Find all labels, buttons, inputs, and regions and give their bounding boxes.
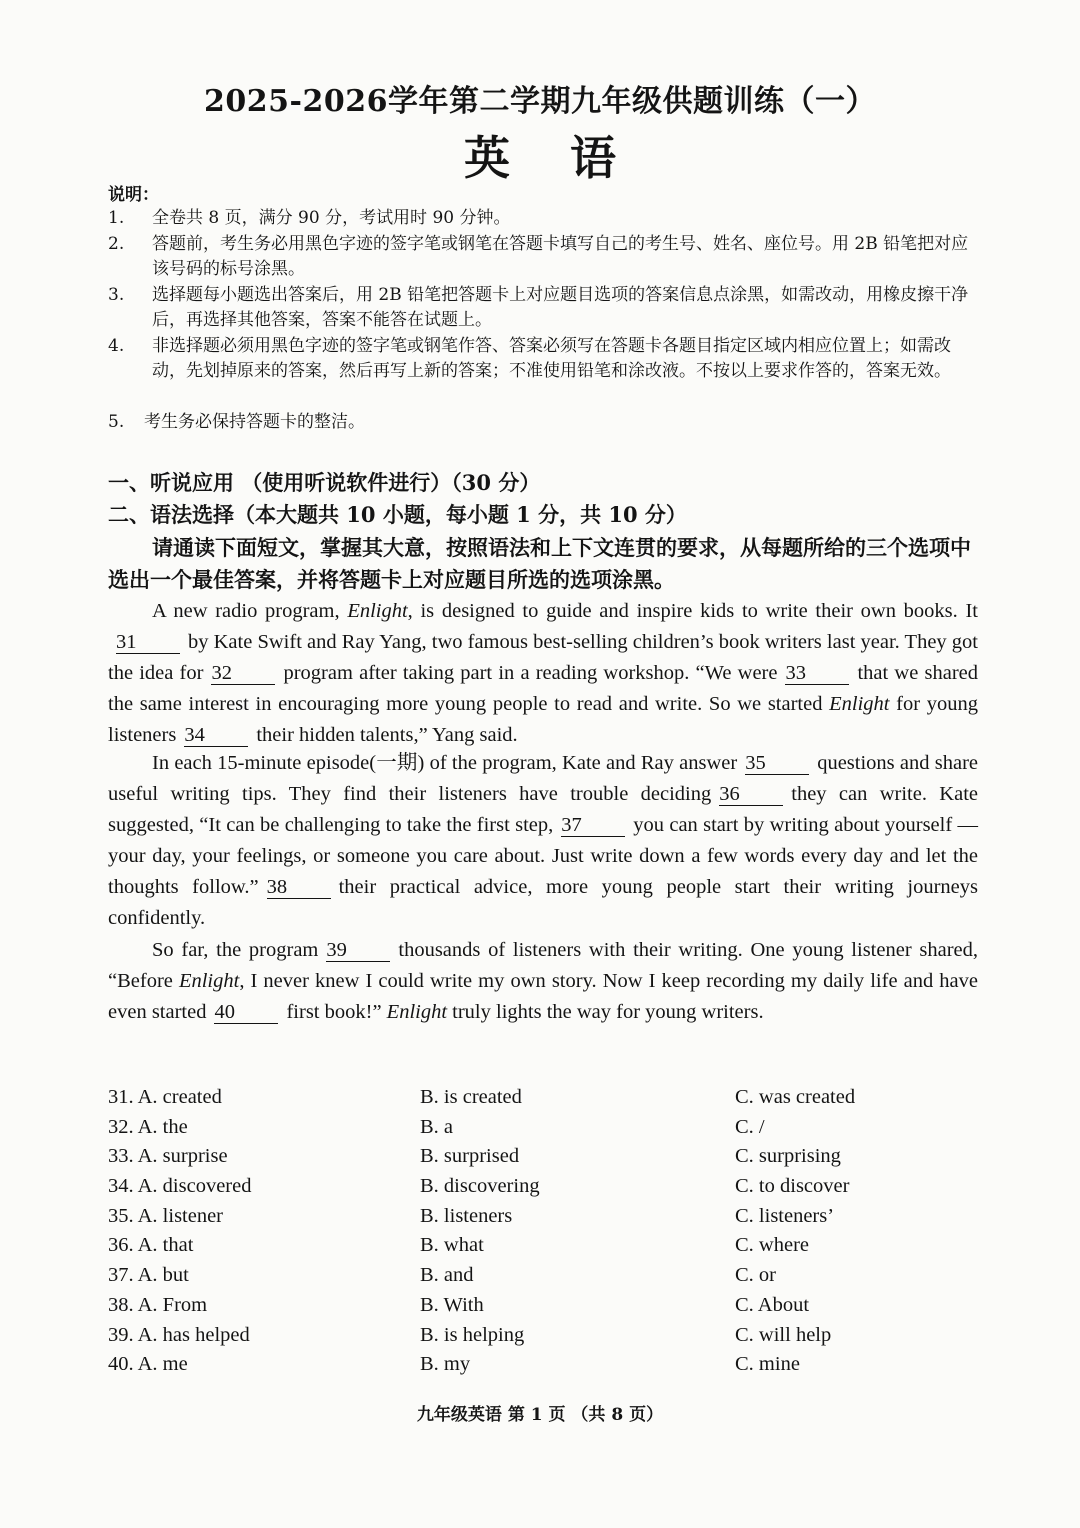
option-c: C. to discover <box>735 1175 850 1198</box>
note-text: 考生务必保持答题卡的整洁。 <box>144 412 365 432</box>
note-number: 2. <box>108 234 125 254</box>
option-row <box>108 1234 988 1264</box>
option-c: C. mine <box>735 1353 800 1376</box>
option-row <box>108 1145 988 1175</box>
passage-text: In each 15-minute episode(一期) of the program, Kate and Ray answer <box>152 752 738 774</box>
note-item <box>108 410 978 435</box>
option-a: 39. A. has helped <box>108 1323 250 1346</box>
passage-text: , is designed to guide and inspire kids to write their own books. It <box>407 600 978 622</box>
option-row <box>108 1086 988 1116</box>
option-row <box>108 1205 988 1235</box>
option-c: C. or <box>735 1264 776 1287</box>
page-footer: 九年级英语 第 1 页 （共 8 页） <box>416 1405 664 1425</box>
option-a: 35. A. listener <box>108 1204 224 1227</box>
notes-heading: 说明： <box>108 185 159 205</box>
option-c: C. / <box>735 1115 765 1138</box>
program-name: Enlight <box>347 600 408 622</box>
blank-39: 39 <box>326 939 390 962</box>
option-a: 36. A. that <box>108 1234 194 1257</box>
option-b: B. a <box>420 1115 454 1138</box>
option-c: C. where <box>735 1234 810 1257</box>
option-row <box>108 1116 988 1146</box>
passage-paragraph-3 <box>108 935 978 1028</box>
passage-paragraph-2 <box>108 748 978 934</box>
option-row <box>108 1264 988 1294</box>
option-c: C. surprising <box>735 1145 841 1168</box>
option-row <box>108 1294 988 1324</box>
note-number: 5. <box>108 412 125 432</box>
blank-32: 32 <box>211 662 275 685</box>
note-item <box>108 283 978 333</box>
answer-options <box>108 1086 988 1383</box>
passage-text: their practical advice, more young people start their writing journeys confidently. <box>108 876 978 929</box>
option-c: C. will help <box>735 1323 832 1346</box>
note-item <box>108 232 978 282</box>
option-b: B. my <box>420 1353 471 1376</box>
note-text: 全卷共 8 页，满分 90 分，考试用时 90 分钟。 <box>152 208 511 228</box>
option-a: 33. A. surprise <box>108 1145 228 1168</box>
passage-text: , I never knew I could write my own story. Now I keep recording my daily life and have even started <box>108 970 978 1023</box>
program-name: Enlight <box>178 970 240 992</box>
option-b: B. surprised <box>420 1145 520 1168</box>
option-b: B. what <box>420 1234 484 1257</box>
passage-paragraph-1 <box>108 596 978 751</box>
passage-text: for young listeners <box>108 693 978 746</box>
passage-text: you can start by writing about yourself — your day, your feelings, or someone you care about. Just write down a few words every day and let the thoughts follow.” <box>108 814 979 898</box>
passage-text: their hidden talents,” Yang said. <box>256 724 518 746</box>
option-b: B. is created <box>420 1086 522 1108</box>
option-row <box>108 1353 988 1383</box>
option-b: B. is helping <box>420 1323 525 1346</box>
note-text: 非选择题必须用黑色字迹的签字笔或钢笔作答、答案必须写在答题卡各题目指定区域内相应位置上；如需改动，先划掉原来的答案，然后再写上新的答案；不准使用铅笔和涂改液。不按以上要求作答的，答案无效。 <box>152 336 951 381</box>
blank-38: 38 <box>267 876 331 899</box>
section-grammar-heading: 二、语法选择（本大题共 10 小题，每小题 1 分，共 10 分） <box>108 502 687 527</box>
option-a: 38. A. From <box>108 1293 208 1316</box>
note-item <box>108 334 978 384</box>
blank-35: 35 <box>745 752 809 775</box>
note-number: 3. <box>108 285 125 305</box>
note-number: 4. <box>108 336 125 356</box>
option-a: 40. A. me <box>108 1353 188 1376</box>
option-row <box>108 1175 988 1205</box>
option-a: 37. A. but <box>108 1264 189 1287</box>
blank-36: 36 <box>719 783 783 806</box>
note-item <box>108 206 978 231</box>
option-b: B. and <box>420 1264 474 1287</box>
blank-34: 34 <box>184 724 248 747</box>
passage-text: they can write. Kate suggested, “It can be challenging to take the first step, <box>108 783 978 836</box>
passage-text: truly lights the way for young writers. <box>447 1001 764 1023</box>
program-name: Enlight <box>829 693 890 715</box>
option-b: B. listeners <box>420 1204 513 1227</box>
passage-text: program after taking part in a reading workshop. “We were <box>283 662 778 684</box>
blank-33: 33 <box>785 662 849 685</box>
passage-text: by Kate Swift and Ray Yang, two famous best-selling children’s book writers last year. They got the idea for <box>108 631 978 684</box>
option-row <box>108 1324 988 1354</box>
blank-40: 40 <box>214 1001 278 1024</box>
option-c: C. About <box>735 1293 810 1316</box>
passage-text: A new radio program, <box>152 600 348 622</box>
option-c: C. was created <box>735 1086 856 1108</box>
subject-title: 英 语 <box>463 131 638 185</box>
option-c: C. listeners’ <box>735 1204 835 1227</box>
passage-text: that we shared the same interest in encouraging more young people to read and write. So we started <box>108 662 979 715</box>
passage-text: So far, the program <box>152 939 319 961</box>
option-b: B. With <box>420 1293 484 1316</box>
blank-37: 37 <box>561 814 625 837</box>
option-a: 32. A. the <box>108 1115 188 1138</box>
passage-text: first book!” <box>286 1001 387 1023</box>
option-a: 31. A. created <box>108 1086 222 1108</box>
note-text: 选择题每小题选出答案后，用 2B 铅笔把答题卡上对应题目选项的答案信息点涂黑，如需改动，用橡皮擦干净后，再选择其他答案，答案不能答在试题上。 <box>152 285 969 330</box>
section-listening-heading: 一、听说应用 （使用听说软件进行）（30 分） <box>108 470 541 495</box>
passage-text: thousands of listeners with their writing. One young listener shared, “Before <box>108 939 978 992</box>
grammar-instruction: 请通读下面短文，掌握其大意，按照语法和上下文连贯的要求，从每题所给的三个选项中选出一个最佳答案，并将答题卡上对应题目所选的选项涂黑。 <box>108 535 971 592</box>
option-b: B. discovering <box>420 1175 540 1198</box>
program-name: Enlight <box>386 1001 448 1023</box>
note-text: 答题前，考生务必用黑色字迹的签字笔或钢笔在答题卡填写自己的考生号、姓名、座位号。用 2B 铅笔把对应该号码的标号涂黑。 <box>152 234 969 279</box>
blank-31: 31 <box>116 631 180 654</box>
option-a: 34. A. discovered <box>108 1175 252 1198</box>
note-number: 1. <box>108 208 125 228</box>
exam-title: 2025-2026学年第二学期九年级供题训练（一） <box>204 84 876 119</box>
passage-text: questions and share useful writing tips. They find their listeners have trouble deciding <box>108 752 978 805</box>
